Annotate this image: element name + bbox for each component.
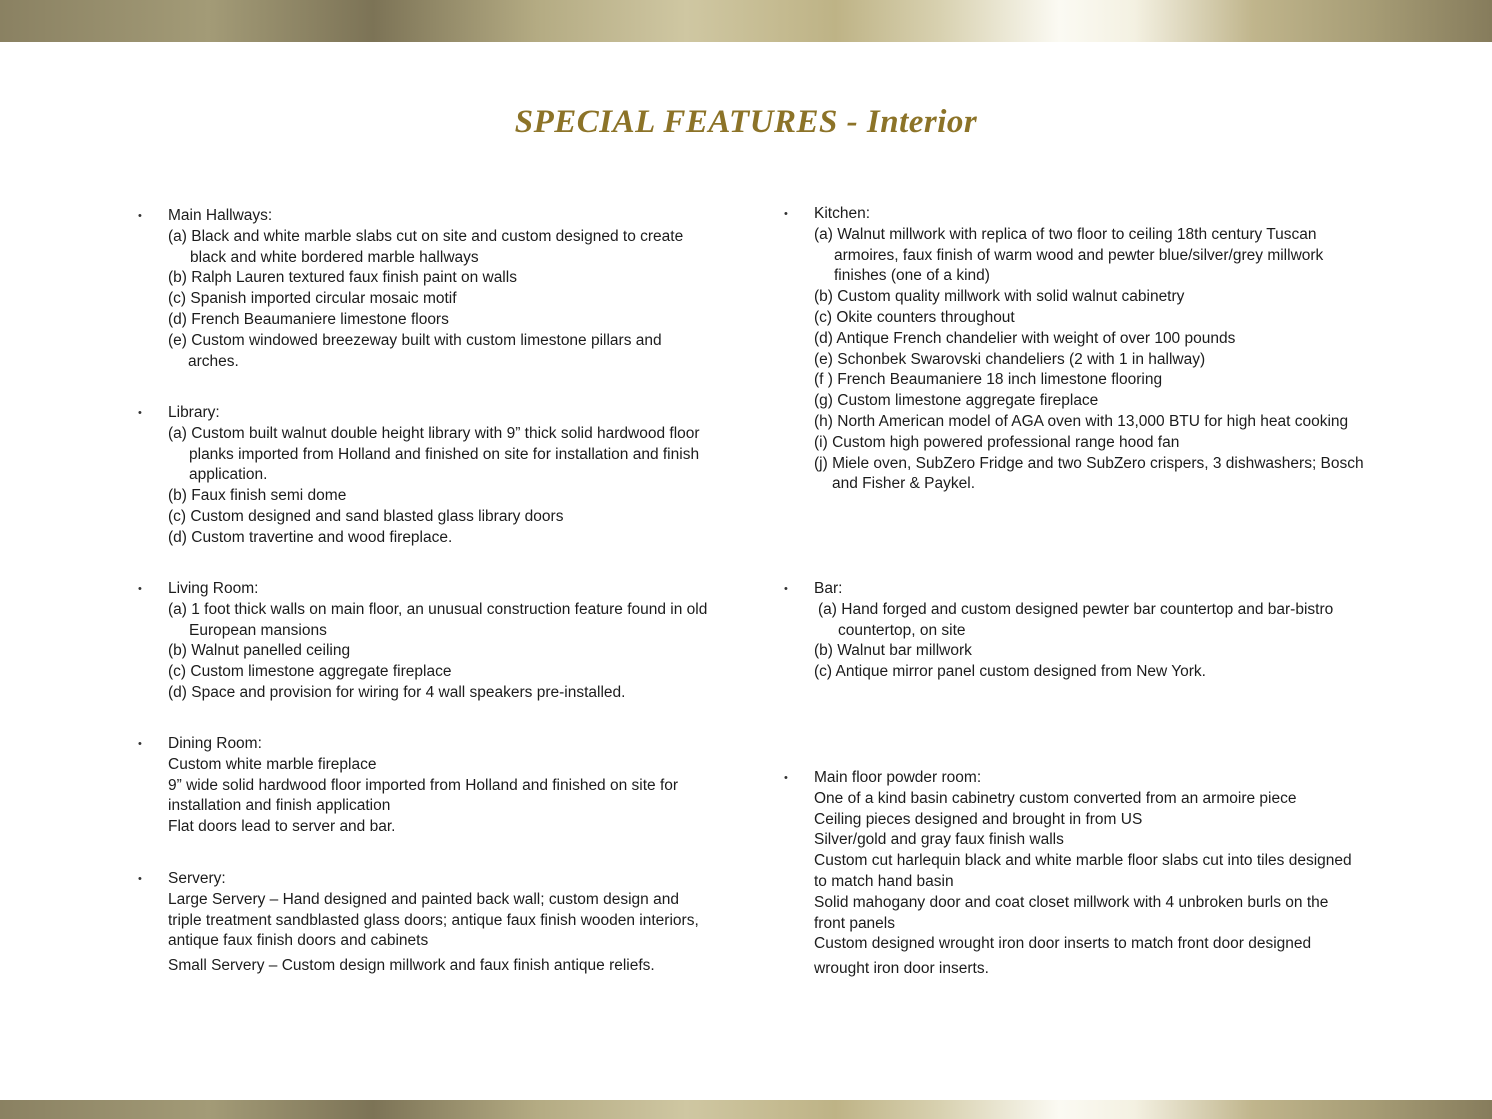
bottom-gradient-band [0,1100,1492,1119]
feature-line: Small Servery – Custom design millwork and faux finish antique reliefs. [168,957,655,975]
feature-line: (j) Miele oven, SubZero Fridge and two SubZero crispers, 3 dishwashers; Bosch [814,454,1364,472]
feature-line: arches. [188,352,239,370]
bullet-icon: • [138,873,142,885]
feature-line: (d) Space and provision for wiring for 4 wall speakers pre-installed. [168,683,626,701]
feature-line: (e) Custom windowed breezeway built with custom limestone pillars and [168,331,662,349]
feature-line: (b) Faux finish semi dome [168,487,347,505]
feature-line: application. [189,466,268,484]
bullet-icon: • [784,583,788,595]
feature-line: black and white bordered marble hallways [190,248,479,266]
feature-line: (c) Antique mirror panel custom designed from New York. [814,663,1206,681]
feature-line: planks imported from Holland and finished on site for installation and finish [189,445,700,463]
section-bar [784,579,1334,683]
feature-line: and Fisher & Paykel. [832,475,976,493]
feature-line: (a) Black and white marble slabs cut on site and custom designed to create [168,227,684,245]
feature-line: (a) Hand forged and custom designed pewter bar countertop and bar-bistro [818,600,1334,618]
feature-line: Custom white marble fireplace [168,755,377,773]
feature-line: Custom cut harlequin black and white marble floor slabs cut into tiles designed [814,852,1352,870]
section-library [138,403,700,549]
feature-line: (c) Custom designed and sand blasted glass library doors [168,507,564,525]
feature-line: (c) Custom limestone aggregate fireplace [168,663,452,681]
feature-line: European mansions [189,621,327,639]
section-heading: Servery: [168,870,226,887]
section-servery [138,869,699,977]
feature-line: antique faux finish doors and cabinets [168,932,429,950]
page-title: SPECIAL FEATURES - Interior [514,104,978,140]
feature-line: (d) French Beaumaniere limestone floors [168,310,449,328]
feature-line: (b) Walnut bar millwork [814,642,972,660]
feature-line: (b) Walnut panelled ceiling [168,642,351,660]
feature-line: front panels [814,914,895,932]
bullet-icon: • [138,407,142,419]
feature-line: installation and finish application [168,797,391,815]
feature-line: (f ) French Beaumaniere 18 inch limestone flooring [814,371,1163,389]
feature-line: (c) Spanish imported circular mosaic motif [168,290,457,308]
feature-line: (h) North American model of AGA oven with 13,000 BTU for high heat cooking [814,412,1349,430]
feature-line: Large Servery – Hand designed and painted back wall; custom design and [168,890,679,908]
section-living-room [138,579,708,704]
feature-line: Flat doors lead to server and bar. [168,818,396,836]
feature-line: (i) Custom high powered professional range hood fan [814,433,1180,451]
section-heading: Main Hallways: [168,207,273,224]
bullet-icon: • [784,772,788,784]
feature-line: triple treatment sandblasted glass doors; antique faux finish wooden interiors, [168,911,699,929]
feature-line: (d) Antique French chandelier with weight of over 100 pounds [814,329,1236,347]
feature-line: (a) 1 foot thick walls on main floor, an unusual construction feature found in old [168,600,708,618]
section-main-hallways [138,206,684,372]
section-heading: Main floor powder room: [814,769,982,786]
feature-line: 9” wide solid hardwood floor imported from Holland and finished on site for [168,776,679,794]
feature-line: (c) Okite counters throughout [814,308,1015,326]
feature-line: (a) Custom built walnut double height library with 9” thick solid hardwood floor [168,424,700,442]
bullet-icon: • [784,208,788,220]
feature-line: One of a kind basin cabinetry custom converted from an armoire piece [814,789,1297,807]
section-kitchen [784,204,1364,495]
top-gradient-band [0,0,1492,42]
feature-line: (g) Custom limestone aggregate fireplace [814,392,1099,410]
section-dining-room [138,734,679,838]
feature-line: (d) Custom travertine and wood fireplace. [168,528,453,546]
feature-line: Ceiling pieces designed and brought in from US [814,810,1143,828]
feature-line: Custom designed wrought iron door inserts to match front door designed [814,935,1312,953]
feature-line: finishes (one of a kind) [834,267,990,285]
bullet-icon: • [138,210,142,222]
feature-line: Silver/gold and gray faux finish walls [814,831,1064,849]
feature-line: (e) Schonbek Swarovski chandeliers (2 with 1 in hallway) [814,350,1206,368]
section-powder-room [784,768,1352,980]
feature-line: (a) Walnut millwork with replica of two floor to ceiling 18th century Tuscan [814,225,1317,243]
section-heading: Bar: [814,580,843,597]
section-heading: Living Room: [168,580,259,597]
bullet-icon: • [138,738,142,750]
feature-line: (b) Custom quality millwork with solid walnut cabinetry [814,288,1185,306]
bullet-icon: • [138,583,142,595]
feature-line: countertop, on site [838,621,966,639]
feature-line: Solid mahogany door and coat closet millwork with 4 unbroken burls on the [814,893,1329,911]
section-heading: Kitchen: [814,205,871,222]
feature-line: armoires, faux finish of warm wood and pewter blue/silver/grey millwork [834,246,1324,264]
section-heading: Dining Room: [168,735,262,752]
feature-line: (b) Ralph Lauren textured faux finish paint on walls [168,269,517,287]
feature-line: to match hand basin [814,872,954,890]
section-heading: Library: [168,404,220,421]
feature-line: wrought iron door inserts. [814,960,989,978]
